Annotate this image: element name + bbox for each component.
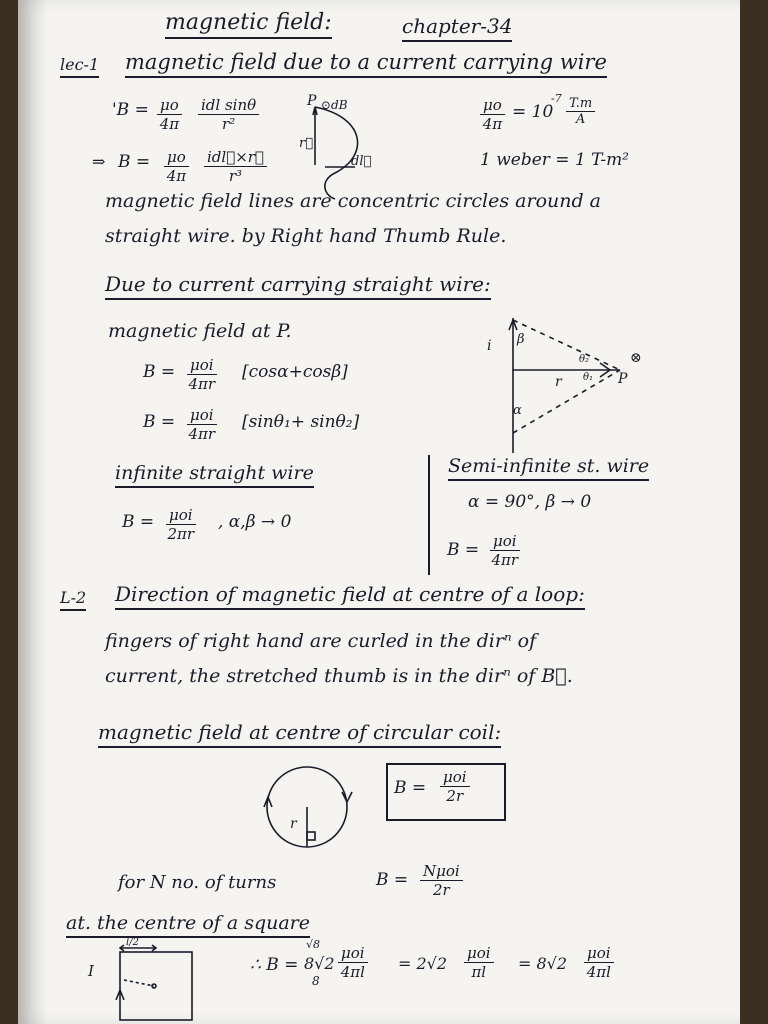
- const-4pi: 4π: [482, 115, 503, 133]
- eq2-arrow: ⇒: [92, 152, 106, 171]
- square-heading: at. the centre of a square: [66, 912, 310, 938]
- right-hand-rule-text-1: fingers of right hand are curled in the dirⁿ of: [105, 630, 537, 652]
- eqB-num: μoi: [187, 406, 217, 425]
- eq1-fraction-mu: [157, 96, 182, 133]
- semi-num: μoi: [490, 532, 520, 551]
- fig-alpha-label: α: [513, 403, 522, 418]
- square-f2-den: πl: [471, 963, 487, 981]
- const-mu: μo: [480, 96, 505, 115]
- n-turns-text: for N no. of turns: [118, 872, 277, 893]
- diagram-p-label: P: [307, 93, 317, 109]
- const-unit-a: A: [575, 112, 586, 127]
- coil-num: μoi: [440, 768, 470, 787]
- square-coefficient-2: = 2√2: [398, 954, 448, 973]
- eqB-lhs: B =: [143, 412, 176, 432]
- square-coefficient-1: 8√2: [304, 954, 335, 973]
- eqB-sin-bracket: [sinθ₁+ sinθ₂]: [242, 412, 360, 432]
- eqA-cos-bracket: [cosα+cosβ]: [242, 362, 348, 382]
- coil-formula-fraction: [440, 768, 470, 805]
- fig-theta2-label: θ₂: [579, 354, 590, 365]
- weber-definition: 1 weber = 1 T-m²: [480, 150, 629, 170]
- page-binding-shadow: [18, 0, 48, 1024]
- coil-radius-label: r: [290, 816, 297, 832]
- eq2-fraction-cross: [204, 148, 267, 185]
- n-turns-den: 2r: [432, 881, 450, 899]
- infinite-fraction: [166, 506, 196, 543]
- square-f1-den: 4πl: [340, 963, 365, 981]
- straight-wire-heading: Due to current carrying straight wire:: [105, 272, 491, 300]
- eqA-lhs: B =: [143, 362, 176, 382]
- square-loop-diagram: [80, 937, 200, 1022]
- fig-theta1-label: θ₁: [583, 372, 594, 383]
- fig-current-label: i: [487, 338, 492, 354]
- field-at-p-text: magnetic field at P.: [108, 320, 292, 342]
- lecture-2-tag: L-2: [60, 588, 86, 611]
- square-fraction-1: [338, 944, 368, 981]
- field-lines-text-2: straight wire. by Right hand Thumb Rule.: [105, 225, 507, 247]
- lecture-1-tag: lec-1: [60, 55, 99, 78]
- right-hand-rule-text-2: current, the stretched thumb is in the dirⁿ of B⃗.: [105, 665, 573, 687]
- semi-infinite-lhs: B =: [447, 540, 480, 560]
- diagram-db-label: ⊙dB: [321, 98, 348, 112]
- semi-infinite-fraction: [490, 532, 520, 569]
- chapter-label: chapter-34: [402, 14, 512, 42]
- semi-infinite-condition: α = 90°, β → 0: [468, 492, 592, 512]
- page-title: magnetic field:: [165, 10, 332, 39]
- infinite-den: 2πr: [167, 525, 195, 543]
- square-f1-num: μoi: [338, 944, 368, 963]
- square-fraction-2: [464, 944, 494, 981]
- fig-p-label: P: [618, 371, 628, 387]
- square-f3-num: μoi: [584, 944, 614, 963]
- eq1-lhs: 'B =: [112, 100, 149, 120]
- infinite-lhs: B =: [122, 512, 155, 532]
- mu0-over-4pi: [480, 96, 505, 133]
- const-exponent: -7: [551, 92, 562, 105]
- eqB-fraction: [187, 406, 217, 443]
- circular-coil-diagram: [262, 762, 357, 857]
- n-turns-num: Nμoi: [420, 862, 463, 881]
- eq1-4pi: 4π: [159, 115, 180, 133]
- eqA-num: μoi: [187, 356, 217, 375]
- const-value: = 10: [512, 102, 554, 122]
- infinite-condition: , α,β → 0: [218, 512, 292, 532]
- n-turns-lhs: B =: [376, 870, 409, 890]
- eq1-r2: r²: [221, 115, 236, 133]
- straight-wire-diagram: [475, 318, 675, 458]
- square-f3-den: 4πl: [586, 963, 611, 981]
- square-half-side-label: l/2: [126, 937, 139, 948]
- eq1-fraction-idl: [198, 96, 259, 133]
- field-lines-text-1: magnetic field lines are concentric circles around a: [105, 190, 602, 212]
- square-coefficient-3: = 8√2: [518, 954, 568, 973]
- coil-formula-lhs: B =: [394, 778, 427, 798]
- square-scribble-bottom: 8: [312, 974, 320, 988]
- eqA-fraction: [187, 356, 217, 393]
- square-fraction-3: [584, 944, 614, 981]
- diagram-r-label: r⃗: [299, 136, 314, 151]
- eqB-den: 4πr: [188, 425, 216, 443]
- eq1-idl-sin: idl sinθ: [198, 96, 259, 115]
- biot-savart-diagram: [295, 95, 385, 200]
- eq2-lhs: B =: [118, 152, 151, 172]
- circular-coil-heading: magnetic field at centre of circular coil:: [98, 720, 501, 748]
- n-turns-fraction: [420, 862, 463, 899]
- eq2-idl-cross-r: idl⃗×r⃗: [204, 148, 267, 167]
- eq2-4pi: 4π: [166, 167, 187, 185]
- eq2-fraction-mu: [164, 148, 189, 185]
- square-f2-num: μoi: [464, 944, 494, 963]
- eq1-mu: μo: [157, 96, 182, 115]
- square-scribble-top: √8: [306, 938, 321, 951]
- square-eq-lhs: ∴ B =: [250, 955, 299, 975]
- eq2-r3: r³: [228, 167, 243, 185]
- lecture-1-title: magnetic field due to a current carrying wire: [125, 50, 607, 78]
- const-unit: [566, 96, 595, 127]
- infinite-num: μoi: [166, 506, 196, 525]
- eq2-mu: μo: [164, 148, 189, 167]
- coil-den: 2r: [446, 787, 464, 805]
- fig-beta-label: β: [517, 332, 525, 347]
- vertical-divider: [428, 455, 430, 575]
- semi-den: 4πr: [491, 551, 519, 569]
- semi-infinite-heading: Semi-infinite st. wire: [448, 455, 649, 481]
- eqA-den: 4πr: [188, 375, 216, 393]
- diagram-dl-label: dl⃗: [351, 154, 372, 169]
- fig-cross-symbol: ⊗: [630, 350, 642, 366]
- lecture-2-title: Direction of magnetic field at centre of a loop:: [115, 582, 585, 610]
- square-current-label: I: [88, 962, 94, 980]
- infinite-wire-heading: infinite straight wire: [115, 462, 314, 488]
- const-unit-tm: T.m: [566, 96, 595, 112]
- fig-r-label: r: [555, 374, 562, 390]
